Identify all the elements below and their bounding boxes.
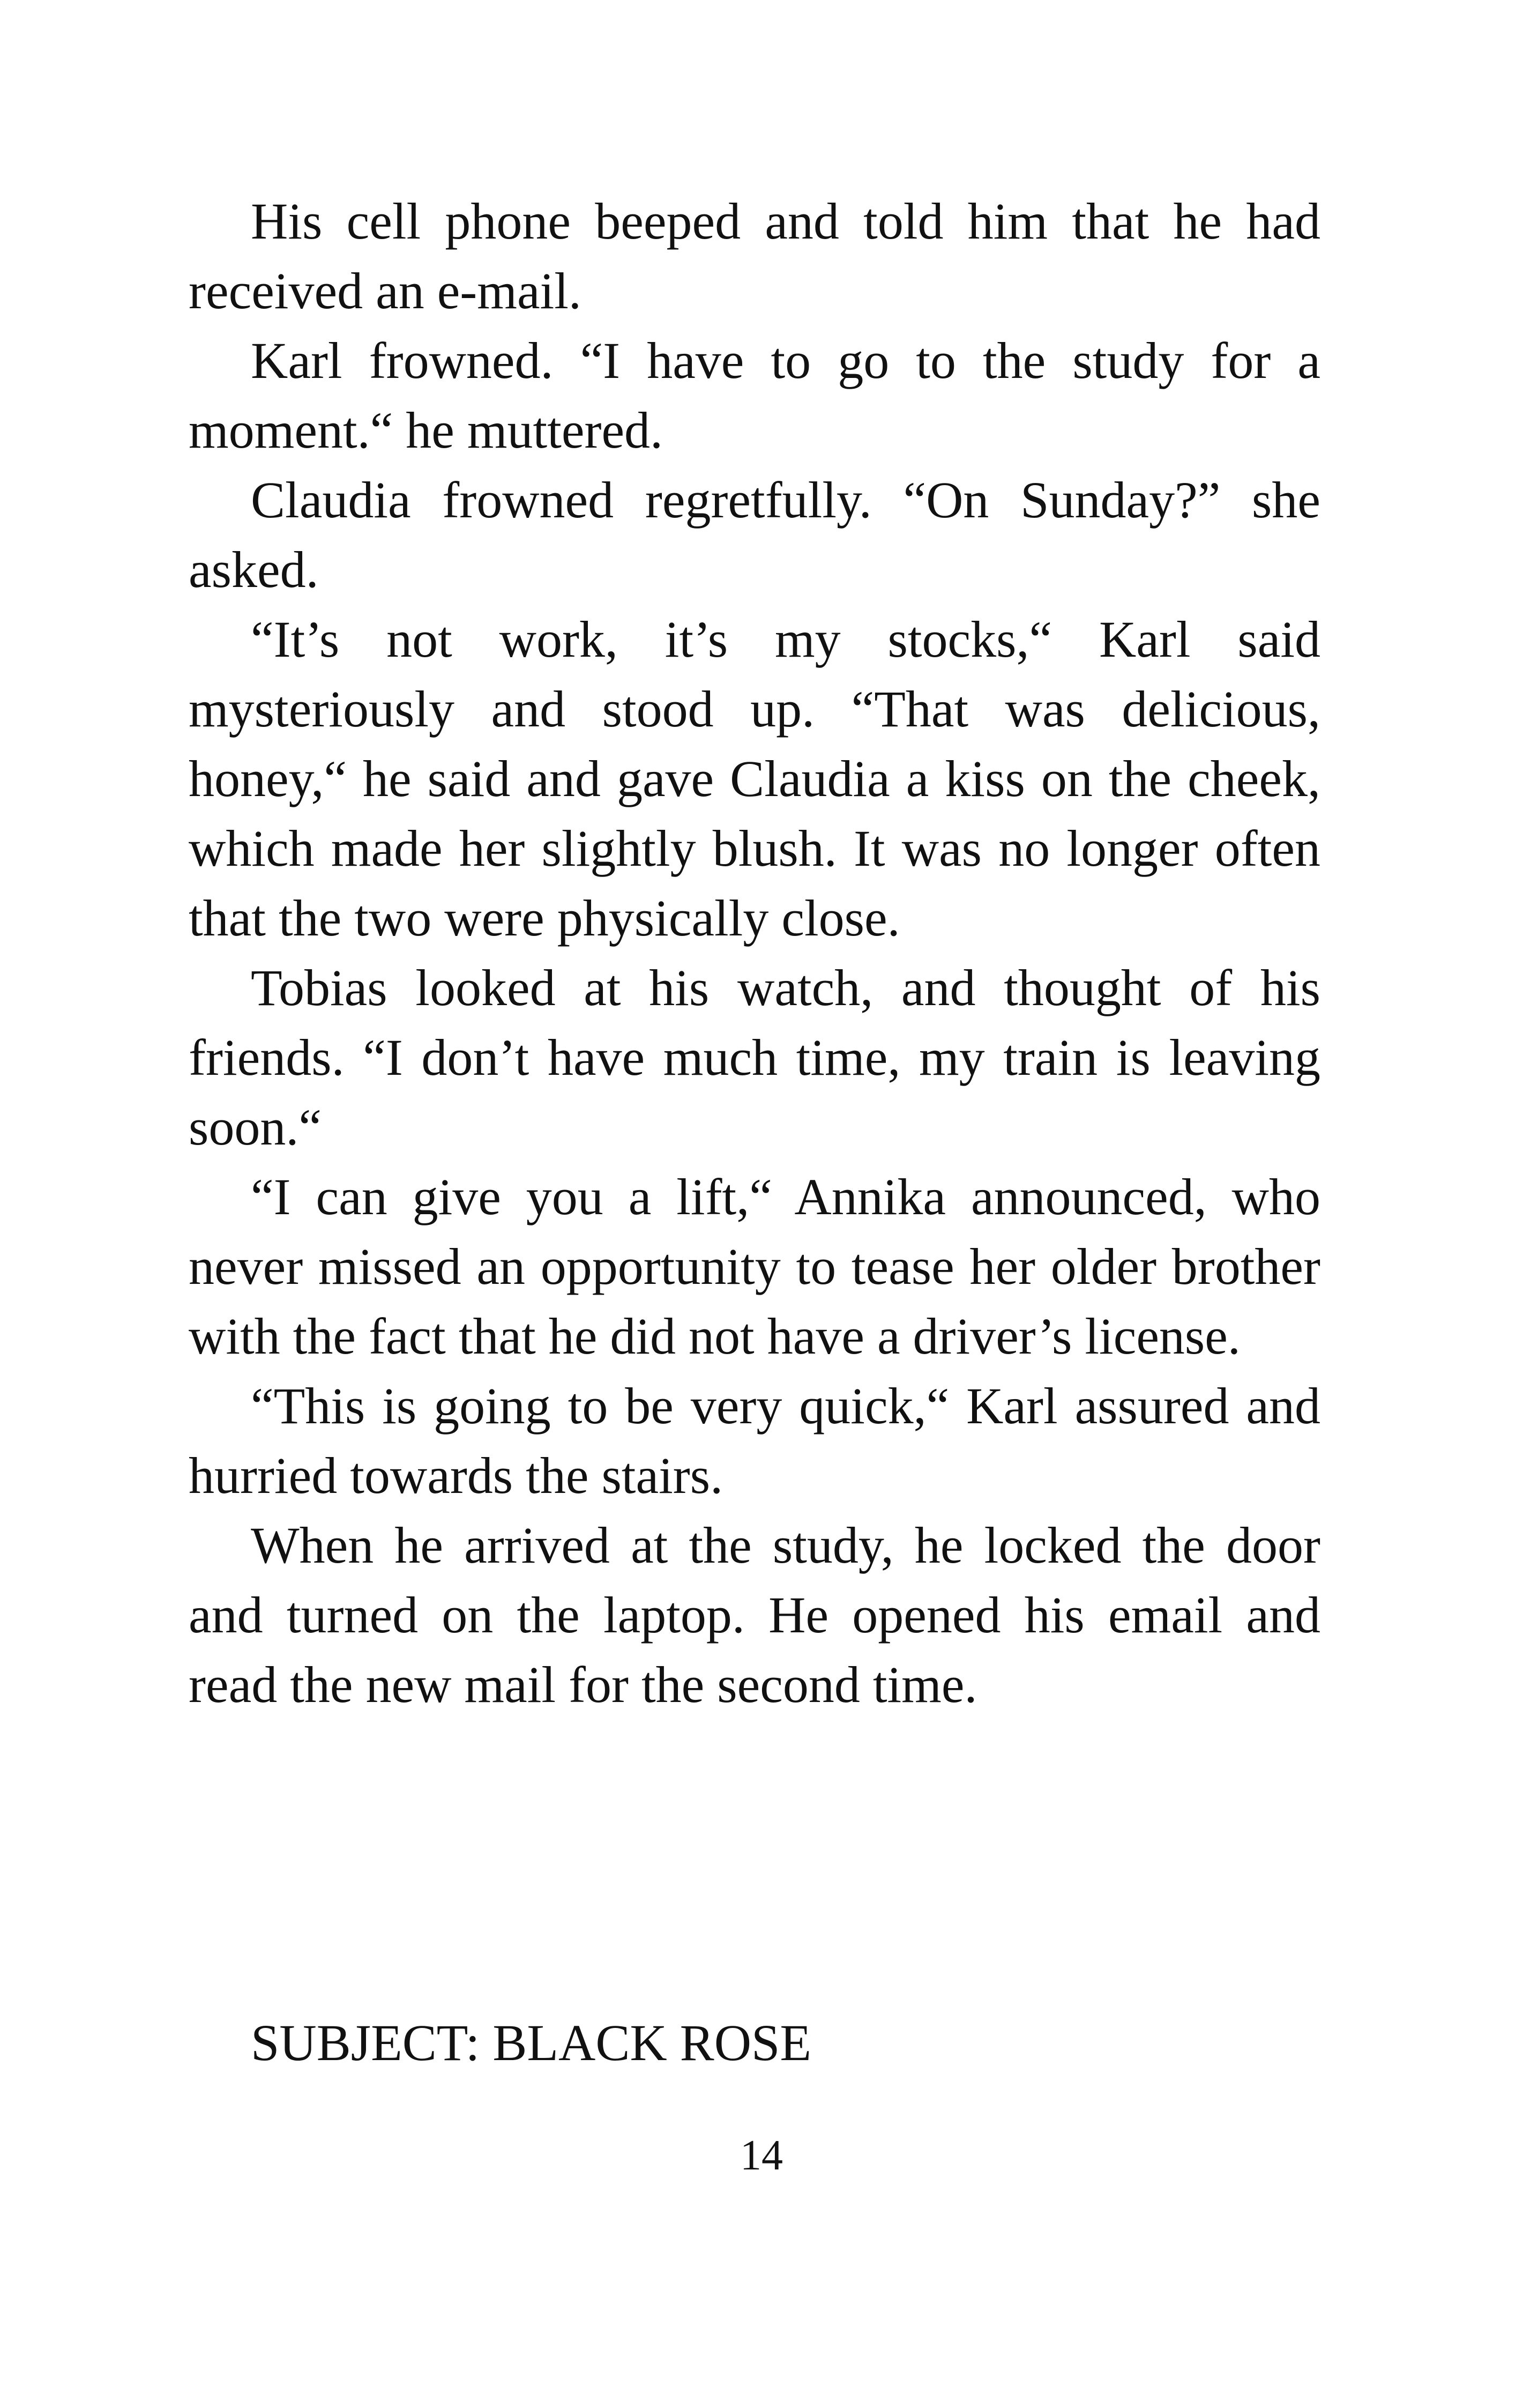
paragraph: “This is going to be very quick,“ Karl assured and hurried towards the stairs. [189, 1377, 1320, 1504]
paragraph: His cell phone beeped and told him that he had received an e-mail. [189, 192, 1320, 319]
paragraph: Claudia frowned regretfully. “On Sunday?” she asked. [189, 471, 1320, 598]
email-subject-line: SUBJECT: BLACK ROSE [251, 2014, 812, 2071]
paragraph: “I can give you a lift,“ Annika announced, who never missed an opportunity to tease her older brother with the fact that he did not have a driver’s license. [189, 1168, 1320, 1365]
paragraph: Tobias looked at his watch, and thought of his friends. “I don’t have much time, my train is leaving soon.“ [189, 959, 1320, 1156]
page-number: 14 [740, 2132, 783, 2179]
paragraph: When he arrived at the study, he locked the door and turned on the laptop. He opened his email and read the new mail for the second time. [189, 1517, 1320, 1713]
paragraph: Karl frowned. “I have to go to the study for a moment.“ he muttered. [189, 332, 1320, 459]
body-text [189, 187, 1320, 1720]
paragraph: “It’s not work, it’s my stocks,“ Karl said mysteriously and stood up. “That was delicious, honey,“ he said and gave Claudia a kiss on the cheek, which made her slightly blush. It was no longer often that the two were physically close. [189, 611, 1320, 947]
